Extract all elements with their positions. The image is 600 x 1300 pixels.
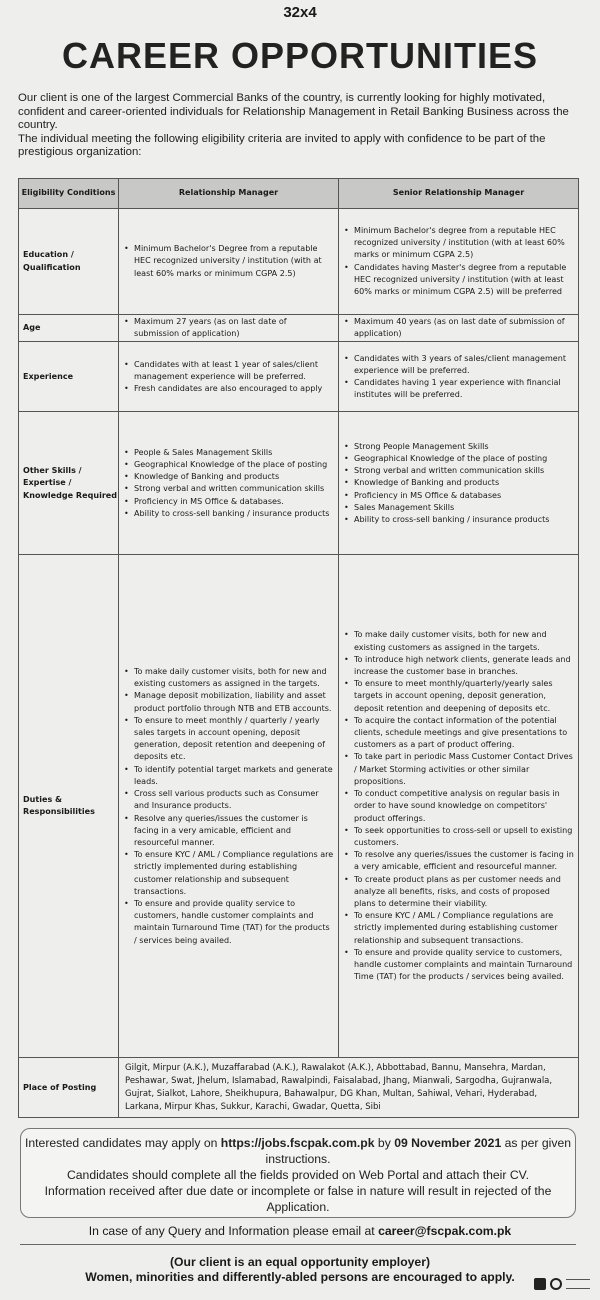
logo-square-icon: [534, 1278, 546, 1290]
row-label: Experience: [19, 342, 119, 412]
intro-paragraph-1: Our client is one of the largest Commercial Banks of the country, is currently looking for highly motivated, confident and career-oriented individuals for Relationship Management in Retail Banking Business across the country.: [18, 92, 569, 131]
posting-cities: Gilgit, Mirpur (A.K.), Muzaffarabad (A.K.), Rawalakot (A.K.), Abbottabad, Bannu, Mansehra, Mardan, Peshawar, Swat, Jhelum, Islamabad, Rawalpindi, Faisalabad, Jhang, Mianwali, Sargodha, Gujranwala, Gujrat, Sialkot, Lahore, Sheikhupura, Bahawalpur, DG Khan, Multan, Sahiwal, Vehari, Hyderabad, Larkana, Mirpur Khas, Sukkur, Karachi, Gwadar, Quetta, Sibi: [119, 1058, 579, 1118]
table-row: [19, 1058, 579, 1118]
list-item: • To ensure and provide quality service to customers, handle customer complaints and maintain Turnaround Time (TAT) for the products / services being availed.: [123, 898, 334, 947]
srm-list: [343, 441, 574, 526]
list-item: • Candidates with at least 1 year of sales/client management experience will be preferred.: [123, 359, 334, 383]
table-row: [19, 412, 579, 555]
contact-line: In case of any Query and Information please email at career@fscpak.com.pk: [88, 1224, 512, 1238]
list-item: • To create product plans as per customer needs and analyze all benefits, risks, and costs of proposed plans to determine their viability.: [343, 874, 574, 911]
srm-list: [343, 225, 574, 298]
list-item: • Knowledge of Banking and products: [123, 471, 334, 483]
list-item: • Minimum Bachelor's Degree from a reputable HEC recognized university / institution (with at least 60% marks or minimum CGPA 2.5): [123, 243, 334, 280]
notice-line-2: Candidates should complete all the fields provided on Web Portal and attach their CV.: [66, 1168, 530, 1182]
list-item: • To take part in periodic Mass Customer Contact Drives / Market Storming activities or other similar propositions.: [343, 751, 574, 788]
table-row: [19, 209, 579, 315]
footer-logos: [534, 1272, 594, 1296]
list-item: • Fresh candidates are also encouraged to apply: [123, 383, 334, 395]
list-item: • Candidates having 1 year experience with financial institutes will be preferred.: [343, 377, 574, 401]
srm-list: [343, 353, 574, 402]
list-item: • To ensure KYC / AML / Compliance regulations are strictly implemented during establishing customer relationship and subsequent transactions.: [343, 910, 574, 947]
rm-list: [123, 316, 334, 340]
row-label: Duties & Responsibilities: [19, 555, 119, 1058]
intro-paragraph-2: The individual meeting the following eligibility criteria are invited to apply with confidence to be part of the prestigious organization:: [18, 132, 546, 158]
list-item: • Strong verbal and written communication skills: [343, 465, 574, 477]
header-srm: Senior Relationship Manager: [339, 179, 579, 209]
list-item: • To make daily customer visits, both for new and existing customers as assigned in the targets.: [123, 666, 334, 690]
header-rm: Relationship Manager: [119, 179, 339, 209]
rm-list: [123, 666, 334, 947]
list-item: • Candidates having Master's degree from a reputable HEC recognized university / institution (with at least 60% marks or minimum CGPA 2.5) will be preferred: [343, 262, 574, 299]
ad-code: 32x4: [283, 4, 317, 21]
header-eligibility: Eligibility Conditions: [19, 179, 119, 209]
list-item: • To conduct competitive analysis on regular basis in order to have sound knowledge on competitors' product offerings.: [343, 788, 574, 825]
list-item: • Strong verbal and written communication skills: [123, 483, 334, 495]
encouragement-text: Women, minorities and differently-abled persons are encouraged to apply.: [85, 1270, 515, 1284]
list-item: • Manage deposit mobilization, liability and asset product portfolio through NTB and ETB accounts.: [123, 690, 334, 714]
rm-list: [123, 243, 334, 280]
list-item: • To ensure to meet monthly / quarterly / yearly sales targets in account opening, deposit generation, deposit retention and deepening of deposits etc.: [123, 715, 334, 764]
srm-list: [343, 629, 574, 983]
list-item: • Strong People Management Skills: [343, 441, 574, 453]
list-item: • To ensure and provide quality service to customers, handle customer complaints and maintain Turnaround Time (TAT) for the products / services being availed.: [343, 947, 574, 984]
list-item: • Resolve any queries/issues the customer is facing in a very amicable, efficient and resourceful manner.: [123, 813, 334, 850]
divider: [20, 1244, 576, 1245]
row-label: Other Skills / Expertise / Knowledge Required: [19, 412, 119, 555]
table-row: [19, 315, 579, 342]
row-label: Education / Qualification: [19, 209, 119, 315]
list-item: • Maximum 40 years (as on last date of submission of application): [343, 316, 574, 340]
list-item: • Maximum 27 years (as on last date of submission of application): [123, 316, 334, 340]
application-notice: [20, 1128, 576, 1218]
list-item: • To ensure KYC / AML / Compliance regulations are strictly implemented during establishing customer relationship and subsequent transactions.: [123, 849, 334, 898]
list-item: • To make daily customer visits, both for new and existing customers as assigned in the targets.: [343, 629, 574, 653]
list-item: • To identify potential target markets and generate leads.: [123, 764, 334, 788]
table-row: [19, 555, 579, 1058]
equal-opportunity-text: (Our client is an equal opportunity employer): [169, 1255, 431, 1269]
list-item: • To acquire the contact information of the potential clients, schedule meetings and give presentations to customers as a part of product offering.: [343, 715, 574, 752]
list-item: • Geographical Knowledge of the place of posting: [343, 453, 574, 465]
deadline: 09 November 2021: [394, 1136, 502, 1150]
rm-list: [123, 359, 334, 396]
list-item: • Knowledge of Banking and products: [343, 477, 574, 489]
intro-text: [0, 80, 600, 160]
contact-email-link[interactable]: career@fscpak.com.pk: [378, 1224, 512, 1238]
logo-circle-icon: [550, 1278, 562, 1290]
list-item: • Candidates with 3 years of sales/client management experience will be preferred.: [343, 353, 574, 377]
list-item: • To seek opportunities to cross-sell or upsell to existing customers.: [343, 825, 574, 849]
table-header-row: [19, 179, 579, 209]
eligibility-table: [18, 178, 579, 1118]
list-item: • Cross sell various products such as Consumer and Insurance products.: [123, 788, 334, 812]
row-label: Age: [19, 315, 119, 342]
notice-line-3: Information received after due date or incomplete or false in nature will result in rejected of the Application.: [44, 1184, 552, 1214]
logo-text-icon: [566, 1279, 590, 1289]
list-item: • Geographical Knowledge of the place of posting: [123, 459, 334, 471]
list-item: • People & Sales Management Skills: [123, 447, 334, 459]
table-row: [19, 342, 579, 412]
list-item: • Proficiency in MS Office & databases.: [123, 496, 334, 508]
list-item: • Sales Management Skills: [343, 502, 574, 514]
notice-line-1: Interested candidates may apply on https://jobs.fscpak.com.pk by 09 November 2021 as per given instructions.: [24, 1136, 572, 1166]
rm-list: [123, 447, 334, 520]
srm-list: [343, 316, 574, 340]
apply-link[interactable]: https://jobs.fscpak.com.pk: [220, 1136, 375, 1150]
list-item: • To introduce high network clients, generate leads and increase the customer base in branches.: [343, 654, 574, 678]
list-item: • Minimum Bachelor's degree from a reputable HEC recognized university / institution (with at least 60% marks or minimum CGPA 2.5): [343, 225, 574, 262]
list-item: • To ensure to meet monthly/quarterly/yearly sales targets in account opening, deposit generation, deposit retention and deepening of deposits etc.: [343, 678, 574, 715]
row-label: Place of Posting: [19, 1058, 119, 1118]
list-item: • To resolve any queries/issues the customer is facing in a very amicable, efficient and resourceful manner.: [343, 849, 574, 873]
list-item: • Ability to cross-sell banking / insurance products: [123, 508, 334, 520]
page-title: CAREER OPPORTUNITIES: [61, 35, 539, 76]
list-item: • Ability to cross-sell banking / insurance products: [343, 514, 574, 526]
list-item: • Proficiency in MS Office & databases: [343, 490, 574, 502]
